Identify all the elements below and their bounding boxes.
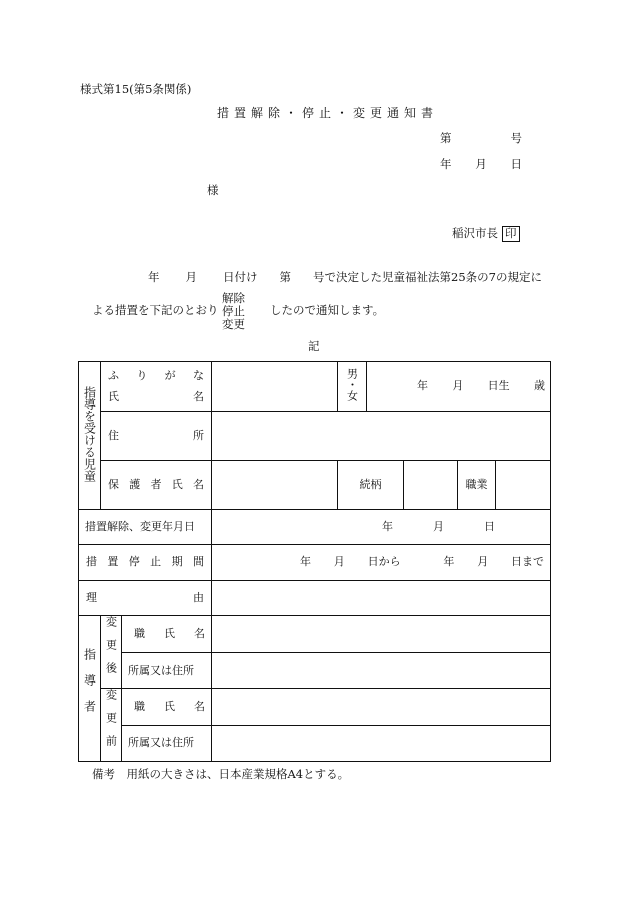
notice-table bbox=[78, 361, 551, 762]
option-change: 変更 bbox=[222, 317, 245, 331]
notice-line-2-suffix: したので通知します。 bbox=[270, 303, 385, 317]
name-value-cell[interactable] bbox=[212, 362, 338, 412]
form-number: 様式第15(第5条関係) bbox=[80, 82, 192, 96]
suspension-value-cell[interactable]: 年 月 日から 年 月 日まで bbox=[212, 545, 551, 581]
before-change-label: 変更前 bbox=[101, 689, 122, 762]
change-date-label: 措置解除、変更年月日 bbox=[79, 510, 212, 545]
number-prefix: 第 bbox=[440, 131, 452, 145]
seal-mark: 印 bbox=[502, 226, 520, 242]
guardian-value-cell[interactable] bbox=[212, 461, 338, 510]
action-options bbox=[222, 292, 245, 331]
sex-cell[interactable]: 男・女 bbox=[338, 362, 367, 412]
issuer-name: 稲沢市長 bbox=[452, 226, 498, 240]
notice-line-1 bbox=[148, 272, 542, 284]
line1-year: 年 bbox=[148, 270, 160, 284]
document-date-field bbox=[440, 159, 522, 171]
name-label-cell: ふ り が な 氏 名 bbox=[101, 362, 212, 412]
address-label-cell: 住 所 bbox=[101, 412, 212, 461]
option-release: 解除 bbox=[222, 291, 245, 305]
option-suspend: 停止 bbox=[222, 304, 245, 318]
occupation-value-cell[interactable] bbox=[496, 461, 551, 510]
relation-value-cell[interactable] bbox=[404, 461, 458, 510]
before-affiliation-value[interactable] bbox=[212, 725, 551, 762]
issuer-block bbox=[452, 226, 520, 242]
before-affiliation-label: 所属又は住所 bbox=[122, 725, 212, 762]
after-affiliation-value[interactable] bbox=[212, 653, 551, 689]
number-suffix: 号 bbox=[510, 131, 522, 145]
line1-rest: 号で決定した児童福祉法第25条の7の規定に bbox=[313, 270, 542, 284]
reason-value-cell[interactable] bbox=[212, 581, 551, 616]
date-year: 年 bbox=[440, 157, 452, 171]
document-number-field bbox=[440, 133, 522, 145]
before-post-name-label: 職 氏 名 bbox=[122, 689, 212, 726]
occupation-label: 職業 bbox=[458, 461, 496, 510]
birthdate-cell[interactable]: 年 月 日生 歳 bbox=[367, 362, 551, 412]
child-group-label: 指導を受ける児童 bbox=[79, 362, 101, 510]
change-date-value[interactable]: 年 月 日 bbox=[212, 510, 551, 545]
guardian-label-cell: 保 護 者 氏 名 bbox=[101, 461, 212, 510]
reason-label-cell: 理 由 bbox=[79, 581, 212, 616]
instructor-group-label: 指導者 bbox=[79, 616, 101, 762]
notice-line-2-prefix: よる措置を下記のとおり bbox=[92, 303, 219, 317]
line1-month: 月 bbox=[185, 270, 197, 284]
date-day: 日 bbox=[510, 157, 522, 171]
after-post-name-value[interactable] bbox=[212, 616, 551, 653]
suspension-label-cell: 措 置 停 止 期 間 bbox=[79, 545, 212, 581]
after-affiliation-label: 所属又は住所 bbox=[122, 653, 212, 689]
document-title: 措置解除・停止・変更通知書 bbox=[217, 106, 439, 120]
address-value-cell[interactable] bbox=[212, 412, 551, 461]
after-post-name-label: 職 氏 名 bbox=[122, 616, 212, 653]
line1-dated: 日付け bbox=[223, 270, 258, 284]
before-post-name-value[interactable] bbox=[212, 689, 551, 726]
addressee-suffix: 様 bbox=[207, 183, 219, 197]
ki-label: 記 bbox=[308, 339, 320, 353]
line1-number-prefix: 第 bbox=[279, 270, 291, 284]
after-change-label: 変更後 bbox=[101, 616, 122, 689]
date-month: 月 bbox=[475, 157, 487, 171]
note-text: 備考 用紙の大きさは、日本産業規格A4とする。 bbox=[92, 767, 350, 781]
relation-label: 続柄 bbox=[338, 461, 404, 510]
